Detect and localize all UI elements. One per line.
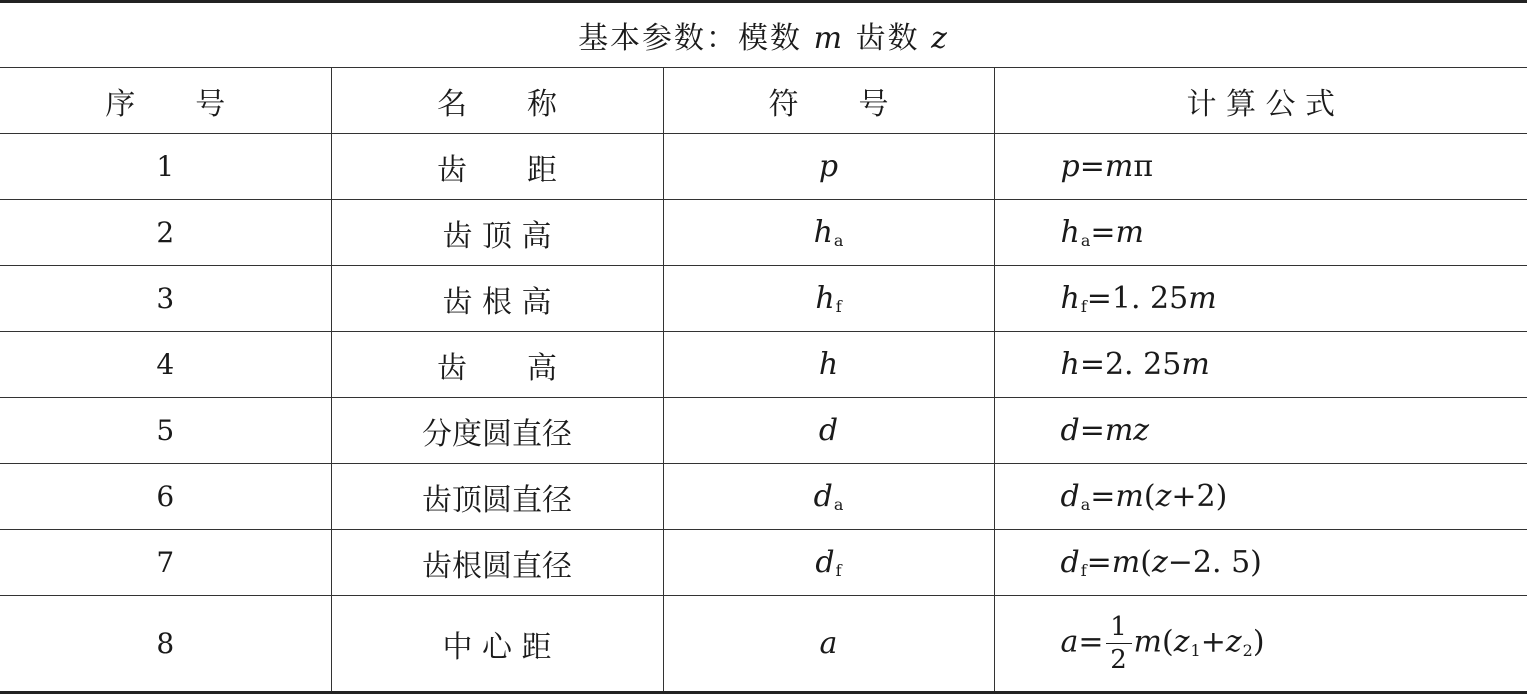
fraction-numerator: 1 (1110, 612, 1127, 642)
row-name: 齿根圆直径 (331, 530, 663, 596)
formula-lhs-sub: a (1080, 495, 1091, 514)
row-formula (994, 530, 1527, 596)
formula-number: 2. 5 (1192, 545, 1251, 580)
table-row (0, 398, 1527, 464)
header-name: 名 称 (331, 68, 663, 134)
symbol-sub: a (833, 231, 844, 250)
formula-coef: 1. 25 (1111, 281, 1189, 316)
symbol-sub: a (833, 495, 844, 514)
header-symbol: 符 号 (663, 68, 994, 134)
formula-z: z (1155, 479, 1172, 514)
formula-lhs: a (1060, 624, 1079, 660)
row-name: 中 心 距 (331, 596, 663, 693)
symbol-main: d (815, 545, 835, 580)
row-index: 2 (0, 200, 331, 266)
formula-z2-sub: 2 (1242, 640, 1253, 660)
row-index: 1 (0, 134, 331, 200)
formula-z1-sub: 1 (1190, 640, 1201, 660)
row-formula (994, 266, 1527, 332)
formula-eq: = (1079, 149, 1105, 184)
formula-eq: = (1079, 413, 1105, 448)
symbol-main: p (818, 149, 839, 184)
formula-m: m (1104, 149, 1134, 184)
symbol-sub: f (835, 561, 842, 580)
formula-lhs: d (1060, 479, 1080, 514)
formula-lhs-sub: a (1080, 231, 1091, 250)
title-prefix: 基本参数：模数 (578, 21, 803, 56)
title-mid: 齿数 (855, 21, 920, 56)
formula-lhs: h (1060, 215, 1080, 250)
row-symbol (663, 266, 994, 332)
formula-open-paren: ( (1161, 624, 1174, 660)
header-formula: 计 算 公 式 (994, 68, 1527, 134)
table-row (0, 332, 1527, 398)
row-symbol (663, 398, 994, 464)
row-formula (994, 134, 1527, 200)
formula-op: + (1200, 624, 1226, 660)
fraction-denominator: 2 (1110, 645, 1127, 675)
row-name: 齿 距 (331, 134, 663, 200)
formula-number: 2 (1196, 479, 1216, 514)
formula-z: z (1151, 545, 1168, 580)
formula-pi: π (1133, 149, 1154, 184)
row-formula (994, 398, 1527, 464)
formula-m: m (1115, 479, 1144, 514)
formula-m: m (1133, 624, 1162, 660)
title-z-symbol: z (931, 21, 949, 56)
symbol-sub: f (835, 297, 842, 316)
row-symbol (663, 464, 994, 530)
table-title (0, 2, 1527, 68)
formula-close-paren: ) (1215, 479, 1228, 514)
fraction-bar (1106, 643, 1132, 644)
formula-eq: = (1079, 347, 1105, 382)
formula-op: + (1171, 479, 1197, 514)
formula-open-paren: ( (1143, 479, 1156, 514)
formula-m: m (1111, 545, 1141, 580)
row-index: 6 (0, 464, 331, 530)
row-name: 齿顶圆直径 (331, 464, 663, 530)
row-formula (994, 596, 1527, 693)
row-name: 齿 根 高 (331, 266, 663, 332)
row-symbol (663, 332, 994, 398)
formula-m: m (1188, 281, 1217, 316)
table-title-row (0, 2, 1527, 68)
formula-close-paren: ) (1252, 624, 1265, 660)
row-index: 7 (0, 530, 331, 596)
symbol-main: h (813, 215, 833, 250)
formula-eq: = (1090, 215, 1116, 250)
row-name: 齿 顶 高 (331, 200, 663, 266)
symbol-main: h (818, 347, 839, 382)
row-formula (994, 200, 1527, 266)
formula-fraction (1106, 612, 1132, 675)
formula-mz: mz (1104, 413, 1150, 448)
formula-m: m (1181, 347, 1210, 382)
row-name: 分度圆直径 (331, 398, 663, 464)
table-header-row (0, 68, 1527, 134)
table-row (0, 266, 1527, 332)
formula-lhs: p (1060, 149, 1080, 184)
formula-z2: z (1225, 624, 1242, 660)
symbol-main: a (819, 626, 838, 661)
table-row (0, 134, 1527, 200)
header-index: 序 号 (0, 68, 331, 134)
symbol-main: d (818, 413, 839, 448)
row-index: 3 (0, 266, 331, 332)
formula-open-paren: ( (1140, 545, 1152, 580)
formula-lhs: h (1060, 281, 1080, 316)
row-name: 齿 高 (331, 332, 663, 398)
row-symbol (663, 530, 994, 596)
row-symbol (663, 200, 994, 266)
row-index: 4 (0, 332, 331, 398)
formula-lhs: h (1060, 347, 1080, 382)
formula-eq: = (1090, 479, 1116, 514)
row-symbol (663, 134, 994, 200)
table-row (0, 200, 1527, 266)
formula-lhs-sub: f (1080, 297, 1087, 316)
row-formula (994, 464, 1527, 530)
formula-z1: z (1173, 624, 1190, 660)
formula-lhs: d (1060, 413, 1080, 448)
row-symbol (663, 596, 994, 693)
row-index: 5 (0, 398, 331, 464)
table-row (0, 596, 1527, 693)
formula-op: − (1167, 545, 1193, 580)
symbol-main: d (813, 479, 833, 514)
formula-lhs-sub: f (1080, 561, 1087, 580)
formula-lhs: d (1060, 545, 1080, 580)
table-row (0, 464, 1527, 530)
row-formula (994, 332, 1527, 398)
formula-close-paren: ) (1250, 545, 1262, 580)
formula-eq: = (1078, 624, 1104, 660)
formula-eq: = (1086, 281, 1112, 316)
table-row (0, 530, 1527, 596)
symbol-main: h (815, 281, 835, 316)
formula-eq: = (1086, 545, 1112, 580)
formula-m: m (1115, 215, 1144, 250)
title-m-symbol: m (813, 21, 845, 56)
formula-coef: 2. 25 (1104, 347, 1182, 382)
row-index: 8 (0, 596, 331, 693)
